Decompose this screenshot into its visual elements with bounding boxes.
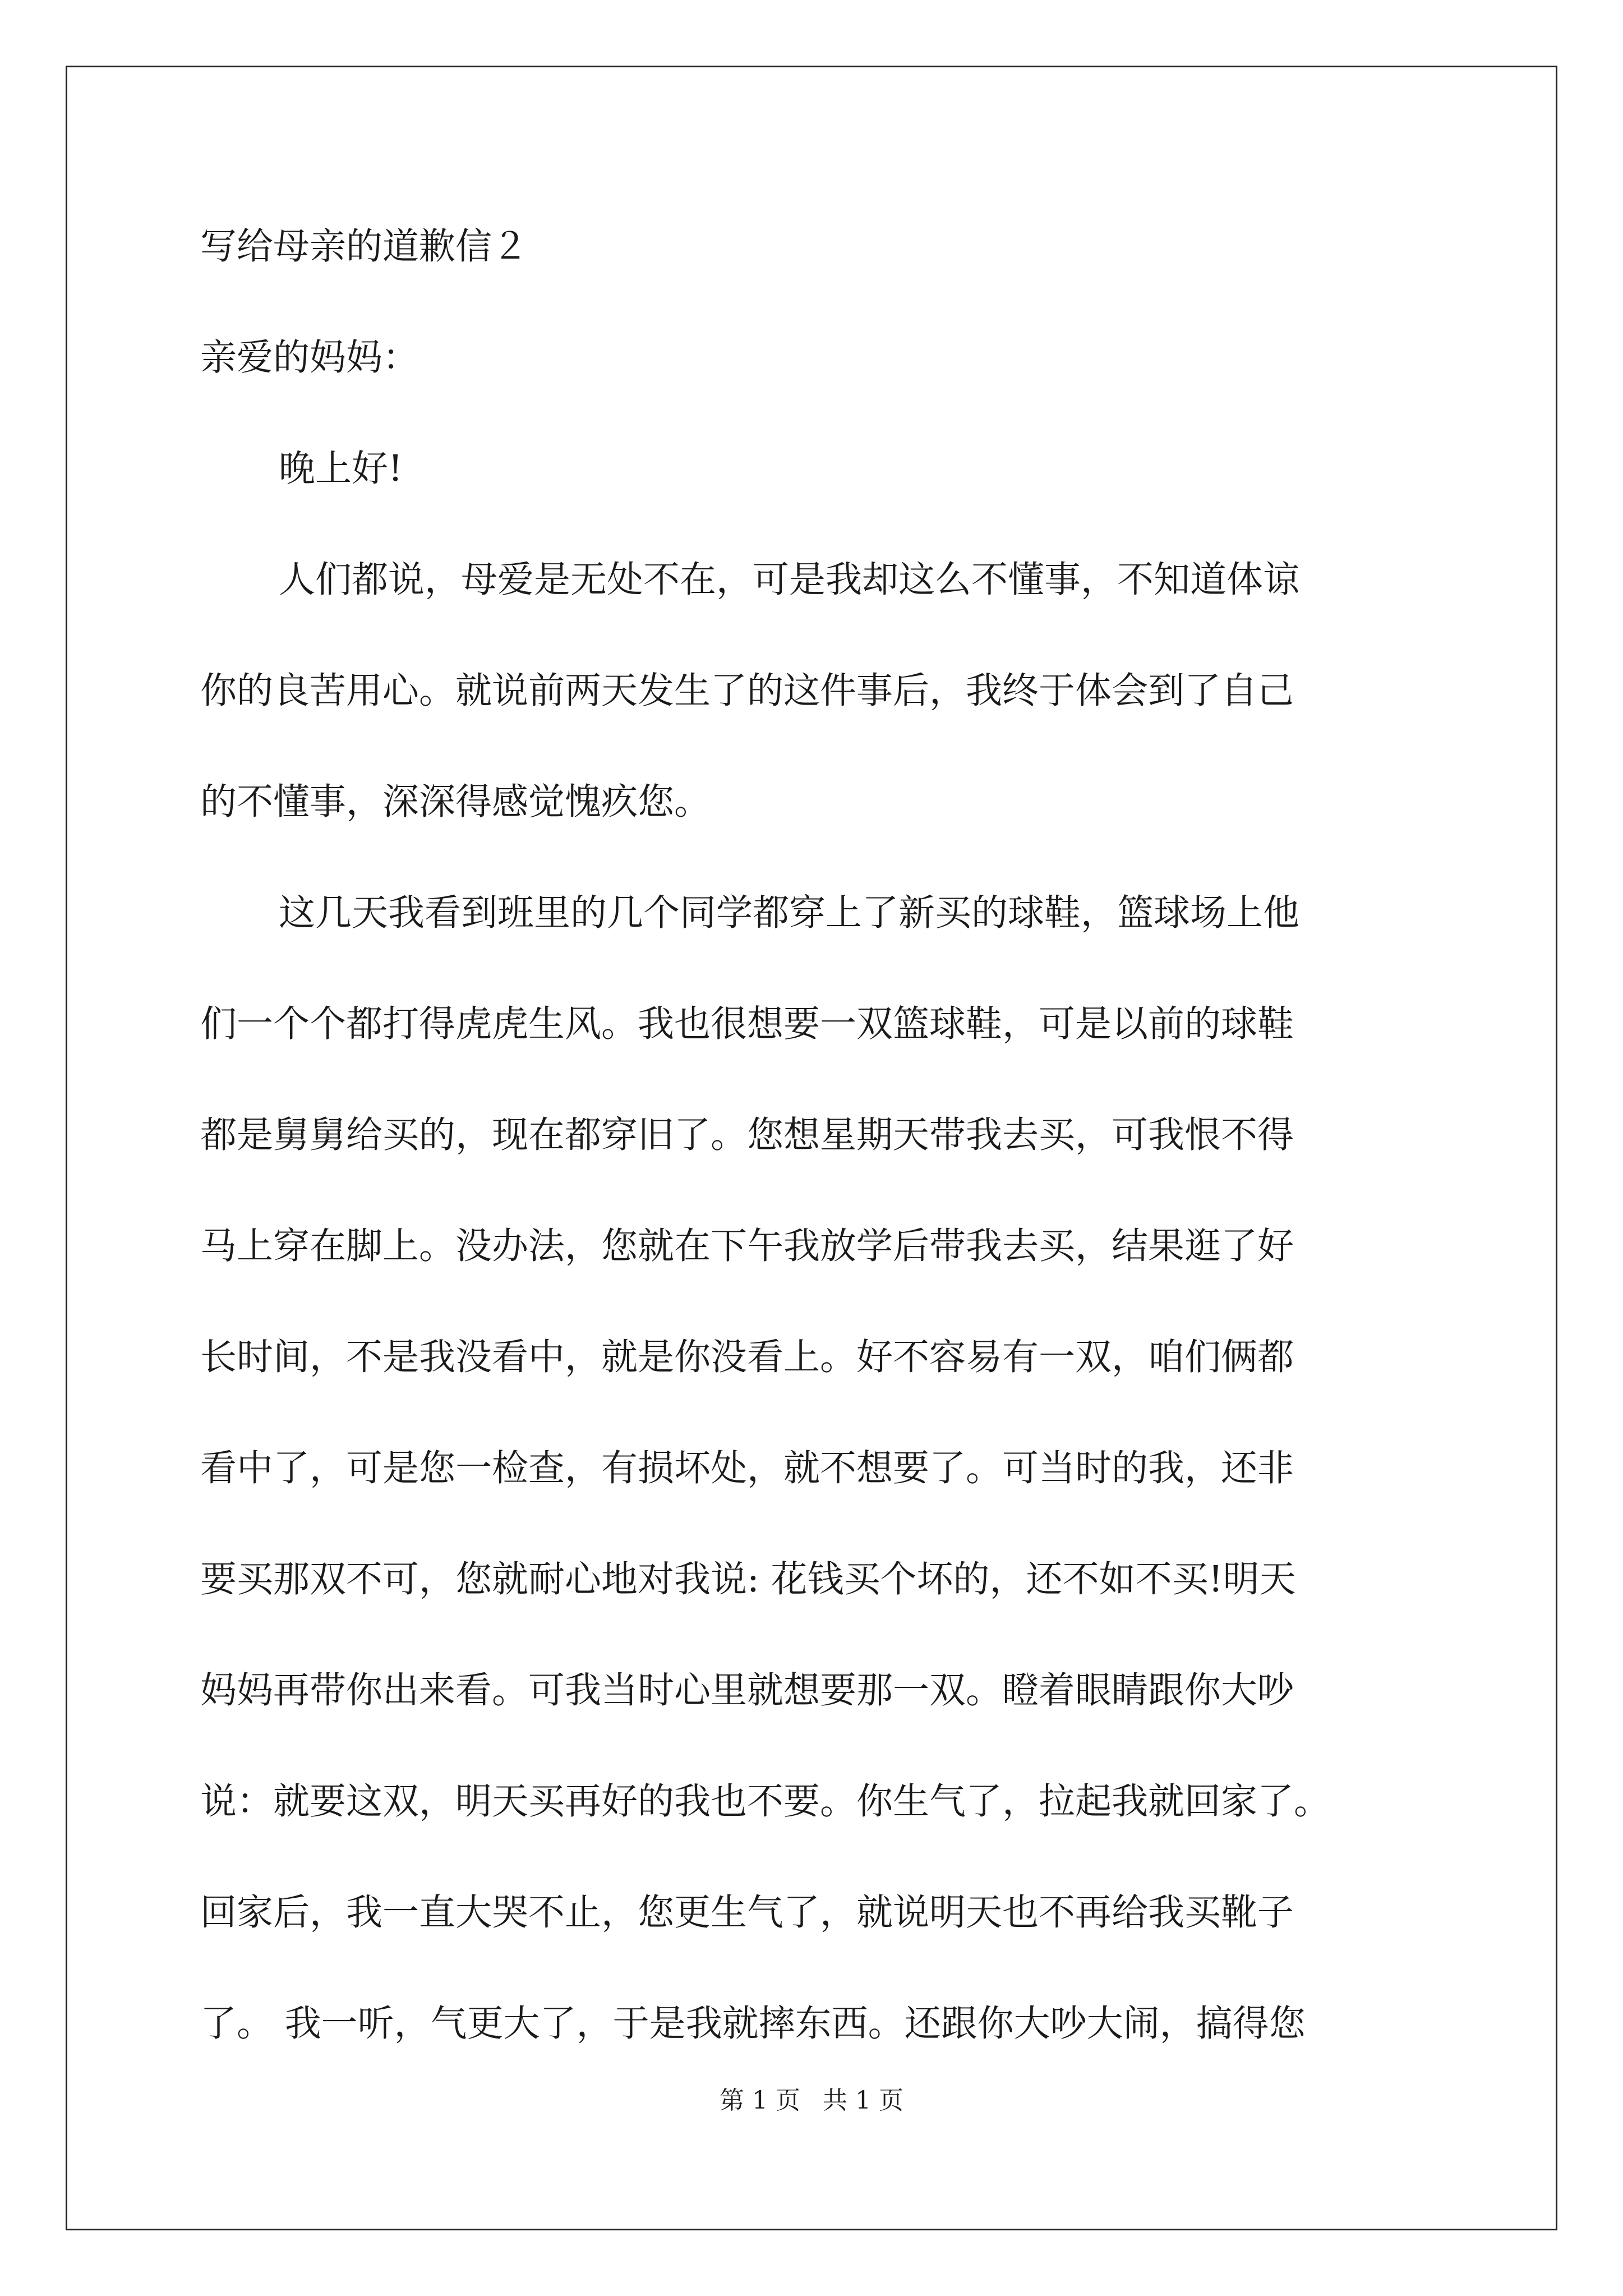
page-count: 共 1 页 [823, 2086, 903, 2115]
paragraph-line: 这几天我看到班里的几个同学都穿上了新买的球鞋，篮球场上他 [279, 892, 1300, 934]
document-body [200, 219, 1434, 2107]
greeting: 晚上好! [279, 448, 403, 490]
paragraph-line: 回家后，我一直大哭不止，您更生气了，就说明天也不再给我买靴子 [200, 1892, 1294, 1934]
paragraph-line: 的不懂事，深深得感觉愧疚您。 [200, 781, 711, 823]
paragraph-line: 长时间，不是我没看中，就是你没看上。好不容易有一双，咱们俩都 [200, 1336, 1294, 1378]
page-footer [0, 2084, 1623, 2118]
paragraph-2 [200, 885, 1434, 2107]
page-number: 第 1 页 [720, 2086, 800, 2115]
paragraph-line: 说：就要这双，明天买再好的我也不要。你生气了，拉起我就回家了。 [200, 1780, 1331, 1823]
document-title: 写给母亲的道歉信２ [200, 226, 529, 268]
paragraph-line: 妈妈再带你出来看。可我当时心里就想要那一双。瞪着眼睛跟你大吵 [200, 1669, 1294, 1711]
paragraph-1 [200, 552, 1434, 885]
salutation: 亲爱的妈妈： [200, 337, 419, 379]
paragraph-line: 马上穿在脚上。没办法，您就在下午我放学后带我去买，结果逛了好 [200, 1225, 1294, 1267]
paragraph-line: 们一个个都打得虎虎生风。我也很想要一双篮球鞋，可是以前的球鞋 [200, 1003, 1294, 1045]
paragraph-line: 了。 我一听，气更大了，于是我就摔东西。还跟你大吵大闹，搞得您 [200, 2003, 1306, 2045]
paragraph-line: 人们都说，母爱是无处不在，可是我却这么不懂事，不知道体谅 [279, 559, 1300, 601]
paragraph-line: 看中了，可是您一检查，有损坏处，就不想要了。可当时的我，还非 [200, 1447, 1294, 1489]
paragraph-line: 你的良苦用心。就说前两天发生了的这件事后，我终于体会到了自己 [200, 670, 1294, 712]
paragraph-line: 要买那双不可，您就耐心地对我说: 花钱买个坏的，还不如不买!明天 [200, 1558, 1296, 1600]
paragraph-line: 都是舅舅给买的，现在都穿旧了。您想星期天带我去买，可我恨不得 [200, 1114, 1294, 1156]
